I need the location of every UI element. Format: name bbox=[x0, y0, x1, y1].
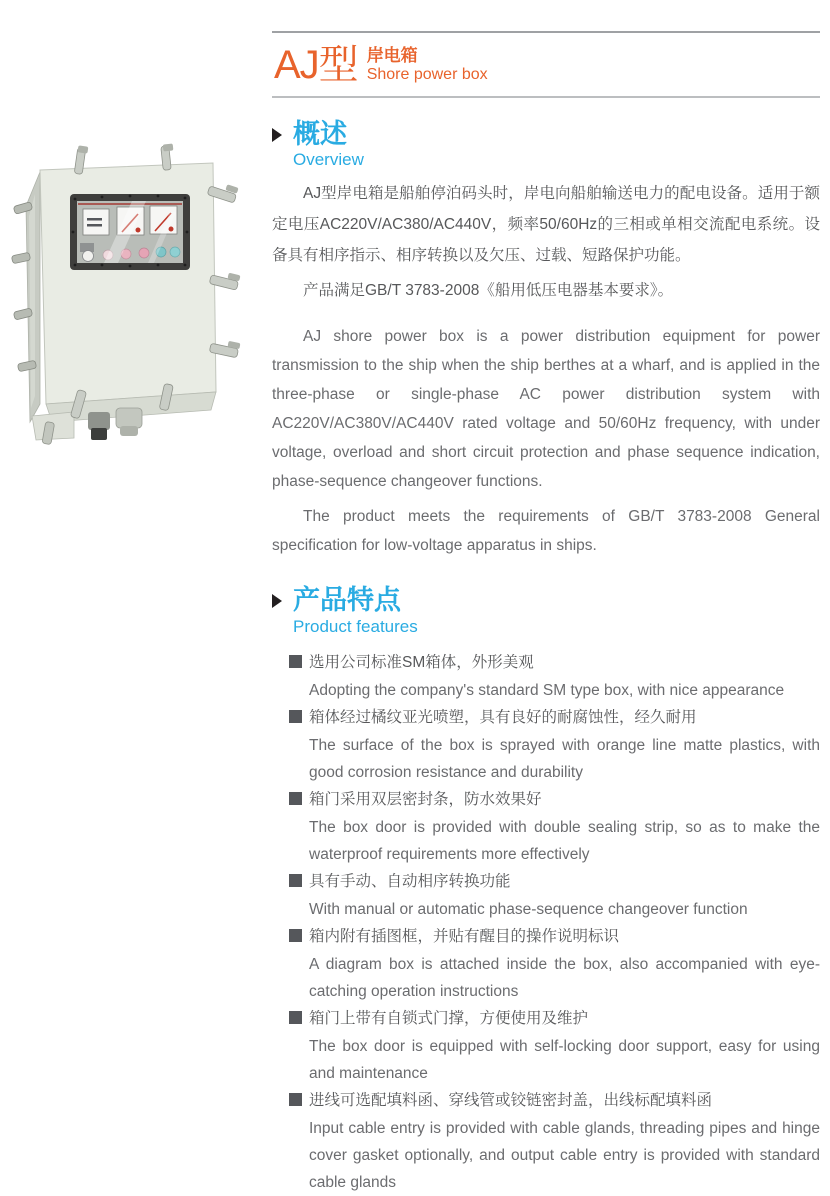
bullet-square-icon bbox=[289, 655, 302, 668]
feature-cn-text: 箱门上带有自锁式门撑，方便使用及维护 bbox=[309, 1009, 589, 1027]
feature-cn bbox=[289, 649, 820, 677]
feature-en: The box door is provided with double sealing strip, so as to make the waterproof requirements more effectively bbox=[309, 818, 820, 863]
feature-cn-text: 选用公司标准SM箱体，外形美观 bbox=[309, 653, 534, 671]
feature-en: Input cable entry is provided with cable glands, threading pipes and hinge cover gasket optionally, and output cable entry is provided with standard cable glands bbox=[309, 1119, 820, 1191]
bullet-square-icon bbox=[289, 710, 302, 723]
feature-en: The box door is equipped with self-locking door support, easy for using and maintenance bbox=[309, 1037, 820, 1082]
indicator-pink bbox=[139, 248, 149, 258]
feature-cn-text: 进线可选配填料函、穿线管或铰链密封盖，出线标配填料函 bbox=[309, 1091, 713, 1109]
meter-1-scale bbox=[87, 218, 102, 221]
meter-2-pivot bbox=[136, 228, 141, 233]
overview-paragraph-en: The product meets the requirements of GB/T 3783-2008 General specification for low-voltage apparatus in ships. bbox=[272, 508, 820, 555]
overview-title-en: Overview bbox=[293, 150, 364, 170]
features-title-cn: 产品特点 bbox=[293, 585, 401, 616]
cable-gland-metal bbox=[116, 408, 142, 428]
page-header bbox=[272, 31, 820, 98]
product-name-block bbox=[367, 46, 488, 84]
feature-cn bbox=[289, 923, 820, 951]
feature-cn-text: 箱门采用双层密封条，防水效果好 bbox=[309, 790, 542, 808]
cable-gland-dark-cap bbox=[91, 428, 107, 440]
feature-cn-text: 箱体经过橘纹亚光喷塑，具有良好的耐腐蚀性，经久耐用 bbox=[309, 708, 697, 726]
feature-item bbox=[272, 786, 820, 868]
meter-1 bbox=[83, 209, 109, 235]
bullet-square-icon bbox=[289, 929, 302, 942]
feature-cn bbox=[289, 1005, 820, 1033]
feature-cn bbox=[289, 868, 820, 896]
feature-item bbox=[272, 649, 820, 704]
product-photo bbox=[12, 146, 244, 448]
feature-item bbox=[272, 868, 820, 923]
feature-cn bbox=[289, 1087, 820, 1115]
product-name-en: Shore power box bbox=[366, 65, 488, 83]
bullet-square-icon bbox=[289, 1093, 302, 1106]
feature-cn bbox=[289, 704, 820, 732]
content-column bbox=[272, 0, 820, 1196]
overview-title-cn: 概述 bbox=[293, 119, 347, 149]
feature-cn-text: 具有手动、自动相序转换功能 bbox=[309, 872, 511, 890]
indicator-white bbox=[83, 251, 94, 262]
feature-cn-text: 箱内附有插图框，并贴有醒目的操作说明标识 bbox=[309, 927, 620, 945]
bullet-square-icon bbox=[289, 874, 302, 887]
feature-en: A diagram box is attached inside the box, also accompanied with eye-catching operation instructions bbox=[309, 955, 820, 1000]
section-marker-icon bbox=[272, 594, 282, 608]
cable-gland-dark bbox=[88, 412, 110, 430]
section-marker-icon bbox=[272, 128, 282, 142]
feature-item bbox=[272, 923, 820, 1005]
bullet-square-icon bbox=[289, 1011, 302, 1024]
feature-item bbox=[272, 1005, 820, 1087]
feature-en: The surface of the box is sprayed with orange line matte plastics, with good corrosion resistance and durability bbox=[309, 736, 820, 781]
feature-en: Adopting the company's standard SM type box, with nice appearance bbox=[309, 681, 785, 699]
overview-paragraph-cn: 产品满足GB/T 3783-2008《船用低压电器基本要求》。 bbox=[303, 282, 674, 300]
features-title-en: Product features bbox=[293, 616, 418, 636]
feature-en: With manual or automatic phase-sequence changeover function bbox=[309, 900, 748, 918]
feature-cn bbox=[289, 786, 820, 814]
bullet-square-icon bbox=[289, 792, 302, 805]
features-heading bbox=[272, 586, 820, 636]
feature-item bbox=[272, 704, 820, 786]
product-name-cn: 岸电箱 bbox=[366, 46, 418, 66]
indicator-teal bbox=[170, 247, 180, 257]
overview-section bbox=[272, 120, 820, 560]
features-section bbox=[272, 586, 820, 1195]
features-list bbox=[272, 649, 820, 1196]
overview-heading-text bbox=[293, 120, 364, 170]
model-title: AJ型 bbox=[274, 43, 358, 87]
overview-heading bbox=[272, 120, 820, 170]
feature-item bbox=[272, 1087, 820, 1196]
meter-1-scale bbox=[87, 224, 102, 227]
features-heading-text bbox=[293, 586, 418, 636]
overview-paragraph-cn: AJ型岸电箱是船舶停泊码头时，岸电向船舶输送电力的配电设备。适用于额定电压AC220V/AC380/AC440V，频率50/60Hz的三相或单相交流配电系统。设备具有相序指示、相序转换以及欠压、过载、短路保护功能。 bbox=[272, 185, 820, 265]
overview-paragraph-en: AJ shore power box is a power distribution equipment for power transmission to the ship when the ship berthes at a wharf, and is applied in the three-phase or single-phase AC power distribution system with AC220V/AC380V/AC440V rated voltage and 50/60Hz frequency, with under voltage, overload and short circuit protection and phase sequence indication, phase-sequence changeover functions. bbox=[272, 328, 820, 491]
cable-gland-metal-cap bbox=[120, 426, 138, 436]
